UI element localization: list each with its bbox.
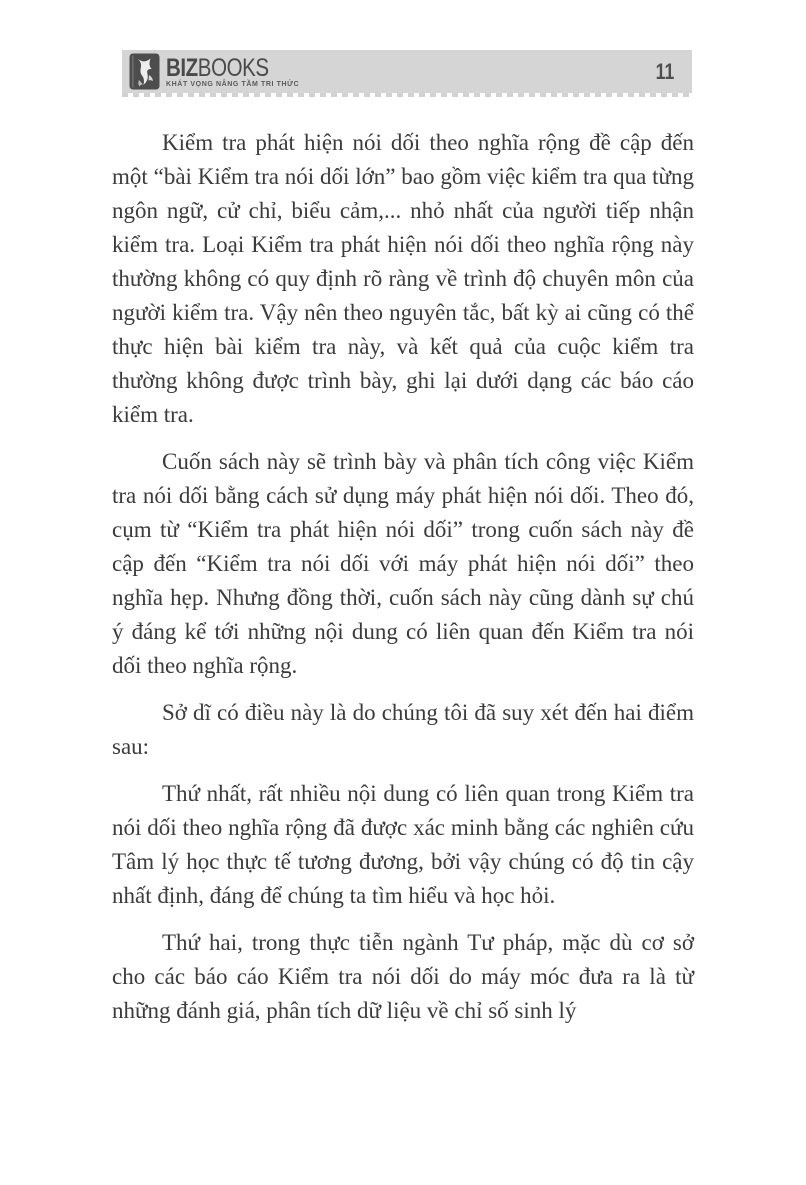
bizbooks-eagle-icon bbox=[129, 53, 160, 90]
brand-biz: BIZ bbox=[166, 53, 198, 82]
brand-text-block bbox=[166, 53, 300, 88]
page-header bbox=[122, 50, 692, 93]
body-paragraph-3: Sở dĩ có điều này là do chúng tôi đã suy xét đến hai điểm sau: bbox=[112, 700, 694, 759]
header-perforated-edge bbox=[122, 93, 692, 97]
body-paragraph-4: Thứ nhất, rất nhiều nội dung có liên quan trong Kiểm tra nói dối theo nghĩa rộng đã được xác minh bằng các nghiên cứu Tâm lý học thực tế tương đương, bởi vậy chúng có độ tin cậy nhất định, đáng để chúng ta tìm hiểu và học hỏi. bbox=[112, 781, 694, 908]
brand-tagline: KHÁT VỌNG NÂNG TẦM TRI THỨC bbox=[166, 80, 300, 88]
body-paragraph-2: Cuốn sách này sẽ trình bày và phân tích công việc Kiểm tra nói dối bằng cách sử dụng máy phát hiện nói dối. Theo đó, cụm từ “Kiểm tra phát hiện nói dối” trong cuốn sách này đề cập đến “Kiểm tra nói dối với máy phát hiện nói dối” theo nghĩa hẹp. Nhưng đồng thời, cuốn sách này cũng dành sự chú ý đáng kể tới những nội dung có liên quan đến Kiểm tra nói dối theo nghĩa rộng. bbox=[112, 449, 694, 678]
body-paragraph-5: Thứ hai, trong thực tiễn ngành Tư pháp, mặc dù cơ sở cho các báo cáo Kiểm tra nói dối do máy móc đưa ra là từ những đánh giá, phân tích dữ liệu về chỉ số sinh lý bbox=[112, 930, 694, 1023]
brand-books: BOOKS bbox=[197, 53, 269, 82]
page-content bbox=[112, 126, 694, 1028]
bizbooks-logo bbox=[129, 53, 299, 90]
body-paragraph-1: Kiểm tra phát hiện nói dối theo nghĩa rộng đề cập đến một “bài Kiểm tra nói dối lớn” bao gồm việc kiểm tra qua từng ngôn ngữ, cử chỉ, biểu cảm,... nhỏ nhất của người tiếp nhận kiểm tra. Loại Kiểm tra phát hiện nói dối theo nghĩa rộng này thường không có quy định rõ ràng về trình độ chuyên môn của người kiểm tra. Vậy nên theo nguyên tắc, bất kỳ ai cũng có thể thực hiện bài kiểm tra này, và kết quả của cuộc kiểm tra thường không được trình bày, ghi lại dưới dạng các báo cáo kiểm tra. bbox=[112, 130, 694, 427]
page-number: 11 bbox=[655, 58, 674, 84]
brand-wordmark bbox=[166, 53, 275, 82]
